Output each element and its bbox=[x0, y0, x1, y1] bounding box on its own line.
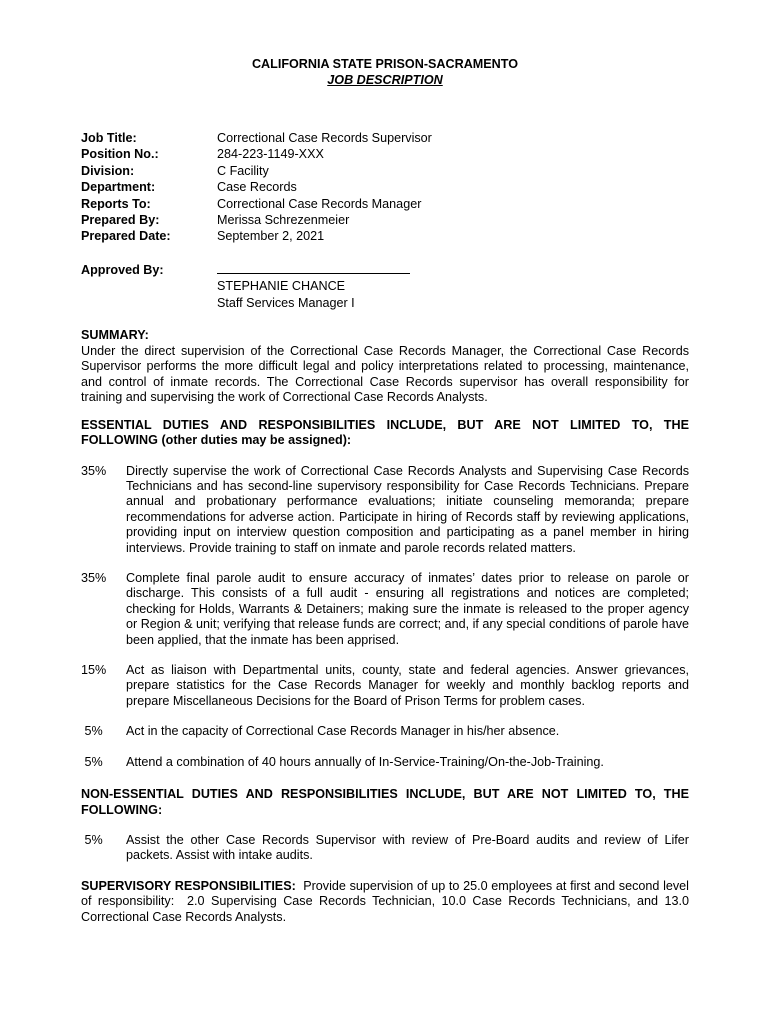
duty-text: Directly supervise the work of Correctional Case Records Analysts and Supervising Case Records Technicians and has second-line supervisory responsibility for Case Records Technicians. Prepare annual and probationary performance evaluations; initiate counseling memoranda; prepare recommendations for adverse action. Participate in hiring of Records staff by reviewing applications, providing input on interview question composition and participating as a panel member in hiring interviews. Provide training to staff on inmate and parole records related matters. bbox=[126, 463, 689, 555]
field-label: Position No.: bbox=[81, 147, 159, 162]
approver-info bbox=[217, 262, 410, 311]
document-page bbox=[81, 56, 693, 925]
job-info-fields bbox=[81, 130, 689, 245]
duty-text: Complete final parole audit to ensure accuracy of inmates’ dates prior to release on parole or discharge. This consists of a full audit - ensuring all registrations and notices are completed; checking for Holds, Warrants & Detainers; making sure the inmate is released to the proper agency or Region & unit; verifying that release funds are correct; and, if any special conditions of parole have been applied, that the inmate has been apprised. bbox=[126, 571, 689, 647]
duty-text: Attend a combination of 40 hours annually of In-Service-Training/On-the-Job-Training. bbox=[126, 754, 604, 769]
duty-percent: 35% bbox=[81, 463, 107, 478]
duty-percent: 5% bbox=[81, 833, 103, 848]
duty-percent: 15% bbox=[81, 663, 107, 678]
field-value: Merissa Schrezenmeier bbox=[217, 213, 350, 228]
duty-item bbox=[81, 464, 689, 556]
field-reports-to bbox=[81, 196, 689, 212]
nonessential-duties-heading: NON-ESSENTIAL DUTIES AND RESPONSIBILITIES INCLUDE, BUT ARE NOT LIMITED TO, THE FOLLOWING: bbox=[81, 787, 689, 817]
document-header bbox=[81, 56, 689, 88]
duty-percent: 5% bbox=[81, 724, 103, 739]
field-division bbox=[81, 163, 689, 179]
field-position-no bbox=[81, 146, 689, 162]
duty-text: Act in the capacity of Correctional Case Records Manager in his/her absence. bbox=[126, 724, 560, 739]
supervisory-heading: SUPERVISORY RESPONSIBILITIES: bbox=[81, 878, 296, 893]
field-value: September 2, 2021 bbox=[217, 229, 325, 244]
duty-item bbox=[81, 833, 689, 864]
field-department bbox=[81, 179, 689, 195]
field-label: Department: bbox=[81, 180, 156, 195]
duty-percent: 35% bbox=[81, 571, 107, 585]
field-label: Job Title: bbox=[81, 131, 137, 145]
field-label: Prepared By: bbox=[81, 213, 160, 228]
duty-text: Assist the other Case Records Supervisor with review of Pre-Board audits and review of Lifer packets. Assist with intake audits. bbox=[126, 833, 689, 863]
approver-name: STEPHANIE CHANCE bbox=[217, 279, 346, 294]
document-subtitle: JOB DESCRIPTION bbox=[327, 73, 443, 87]
summary-section bbox=[81, 328, 689, 406]
field-prepared-date bbox=[81, 228, 689, 244]
signature-line bbox=[217, 266, 410, 274]
field-prepared-by bbox=[81, 212, 689, 228]
duty-item bbox=[81, 755, 689, 770]
field-value: Correctional Case Records Manager bbox=[217, 196, 422, 211]
essential-duties-heading: ESSENTIAL DUTIES AND RESPONSIBILITIES INCLUDE, BUT ARE NOT LIMITED TO, THE FOLLOWING (other duties may be assigned): bbox=[81, 417, 689, 448]
field-label: Reports To: bbox=[81, 196, 151, 211]
field-value: Correctional Case Records Supervisor bbox=[217, 131, 432, 145]
field-value: 284-223-1149-XXX bbox=[217, 147, 324, 162]
field-label: Division: bbox=[81, 163, 135, 178]
field-job-title bbox=[81, 130, 689, 146]
approver-title: Staff Services Manager I bbox=[217, 295, 355, 310]
approval-block bbox=[81, 262, 689, 311]
duty-item bbox=[81, 724, 689, 739]
field-value: Case Records bbox=[217, 180, 297, 195]
duty-item bbox=[81, 571, 689, 648]
duty-text: Act as liaison with Departmental units, county, state and federal agencies. Answer grievances, prepare statistics for the Case Records Manager for weekly and monthly backlog reports and prepare Miscellaneous Decisions for the Board of Prison Terms for problem cases. bbox=[126, 663, 689, 708]
supervisory-section bbox=[81, 878, 693, 926]
duty-percent: 5% bbox=[81, 754, 103, 769]
field-label: Prepared Date: bbox=[81, 229, 171, 244]
field-value: C Facility bbox=[217, 163, 269, 178]
duty-item bbox=[81, 663, 689, 709]
summary-text: Under the direct supervision of the Correctional Case Records Manager, the Correctional Case Records Supervisor performs the more difficult legal and policy interpretations related to processing, maintenance, and control of inmate records. The Correctional Case Records supervisor has overall responsibility for training and supervising the work of Correctional Case Records Analysts. bbox=[81, 343, 689, 405]
approved-by-label: Approved By: bbox=[81, 262, 164, 277]
document-title: CALIFORNIA STATE PRISON-SACRAMENTO bbox=[251, 57, 519, 71]
supervisory-text: Provide supervision of up to 25.0 employees at first and second level of responsibility: 2.0 Supervising Case Records Technician, 10.0 Case Records Technicians, and 13.0 Correctional Case Records Analysts. bbox=[81, 878, 693, 924]
summary-heading: SUMMARY: bbox=[81, 328, 149, 343]
